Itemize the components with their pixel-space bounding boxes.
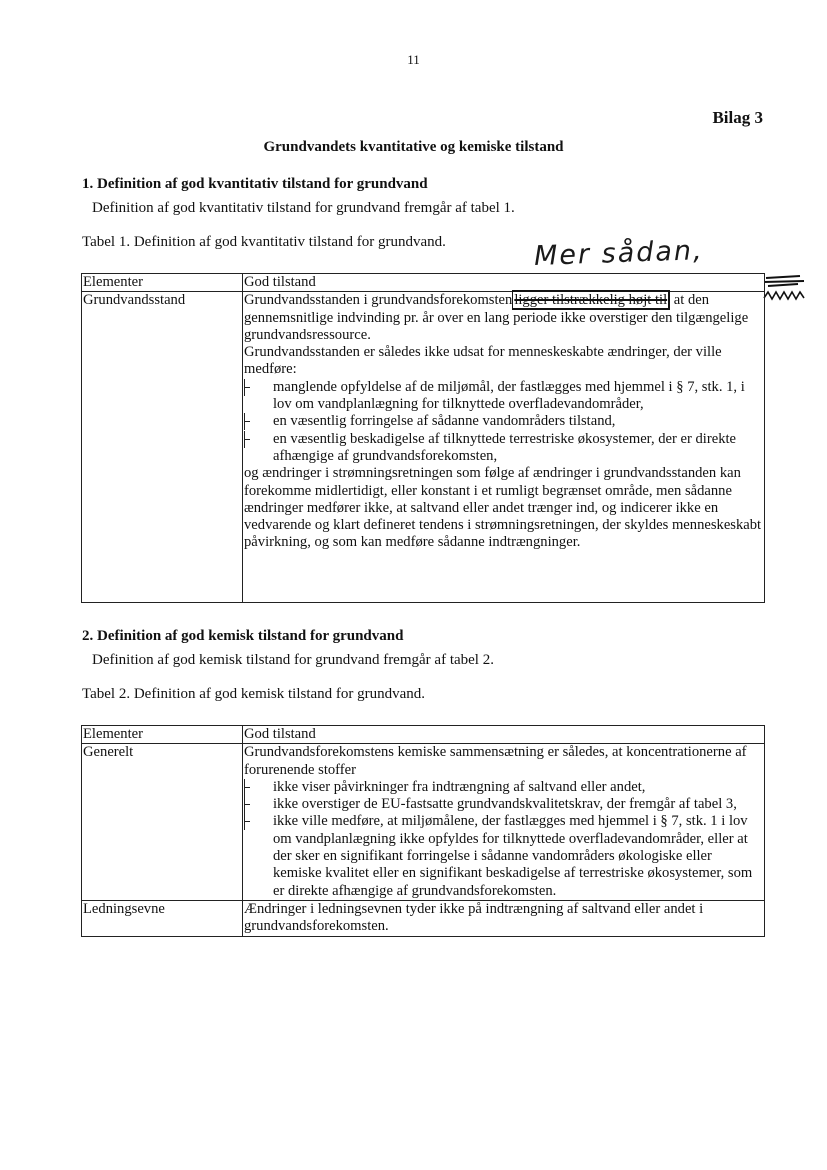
table-header-row <box>82 274 765 292</box>
list-item: en væsentlig forringelse af sådanne vandområders tilstand, <box>244 413 763 430</box>
table-header-cell: God tilstand <box>243 274 765 292</box>
section2-heading: 2. Definition af god kemisk tilstand for grundvand <box>82 628 404 644</box>
table2 <box>81 725 765 937</box>
paragraph: Grundvandsstanden er således ikke udsat for menneskeskabte ændringer, der ville medføre: <box>244 344 722 378</box>
row-label: Generelt <box>82 744 243 901</box>
row-label: Ledningsevne <box>82 900 243 936</box>
struck-text: ligger tilstrækkelig højt til <box>512 290 670 310</box>
section1-intro: Definition af god kvantitativ tilstand for grundvand fremgår af tabel 1. <box>92 200 515 216</box>
table-header-cell: God tilstand <box>243 726 765 744</box>
paragraph: og ændringer i strømningsretningen som følge af ændringer i grundvandsstanden kan forekomme midlertidigt, eller konstant i et rumligt begrænset område, men sådanne ændringer medfører ikke, at saltvand eller andet trænger ind, og indicerer ikke en vedvarende og klart defineret tendens i strømningsretningen, der skyldes menneskeskabt påvirkning, og som kan medføre sådanne indtrængninger. <box>244 465 762 551</box>
page-title: Grundvandets kvantitative og kemiske tilstand <box>263 139 564 155</box>
table-row <box>82 744 765 901</box>
bullet-list <box>244 379 763 465</box>
table-row <box>82 292 765 603</box>
table-header-cell: Elementer <box>82 726 243 744</box>
table-row <box>82 900 765 936</box>
row-content <box>243 292 765 603</box>
section2-intro: Definition af god kemisk tilstand for grundvand fremgår af tabel 2. <box>92 652 494 668</box>
section1-heading: 1. Definition af god kvantitativ tilstand for grundvand <box>82 176 428 192</box>
list-item: ikke overstiger de EU-fastsatte grundvandskvalitetskrav, der fremgår af tabel 3, <box>244 796 763 813</box>
margin-scribble <box>760 272 812 312</box>
appendix-label: Bilag 3 <box>712 108 763 127</box>
row-label: Grundvandsstand <box>82 292 243 603</box>
table1-caption: Tabel 1. Definition af god kvantitativ tilstand for grundvand. <box>82 234 446 250</box>
table2-caption: Tabel 2. Definition af god kemisk tilstand for grundvand. <box>82 686 426 702</box>
paragraph: Grundvandsforekomstens kemiske sammensætning er således, at koncentrationerne af forurenende stoffer <box>244 744 747 778</box>
page-number: 11 <box>407 52 420 67</box>
list-item: ikke ville medføre, at miljømålene, der fastlægges med hjemmel i § 7, stk. 1 i lov om vandplanlægning ikke opfyldes for tilknyttede overfladevandområder, eller at der sker en signifikant forringelse i sådanne vandområders økologiske eller kemiske kvalitet eller en signifikant beskadigelse af terrestriske økosystemer, som er direkte afhængige af grundvandsforekomsten. <box>244 813 763 899</box>
bullet-list <box>244 779 763 900</box>
table-header-row <box>82 726 765 744</box>
row-content: Ændringer i ledningsevnen tyder ikke på indtrængning af saltvand eller andet i grundvandsforekomsten. <box>243 900 765 936</box>
list-item: manglende opfyldelse af de miljømål, der fastlægges med hjemmel i § 7, stk. 1, i lov om vandplanlægning for tilknyttede overfladevandområder, <box>244 379 763 414</box>
paragraph: Grundvandsstanden i grundvandsforekomsten ligger tilstrækkelig højt til at den gennemsnitlige indvinding pr. år over en lang periode ikke overstiger den tilgængelige grundvandsressource. <box>244 292 749 343</box>
table1 <box>81 273 765 603</box>
list-item: en væsentlig beskadigelse af tilknyttede terrestriske økosystemer, der er direkte afhængige af grundvandsforekomsten, <box>244 431 763 466</box>
row-content <box>243 744 765 901</box>
list-item: ikke viser påvirkninger fra indtrængning af saltvand eller andet, <box>244 779 763 796</box>
handwritten-note: Mer sådan, <box>533 235 705 272</box>
table-header-cell: Elementer <box>82 274 243 292</box>
